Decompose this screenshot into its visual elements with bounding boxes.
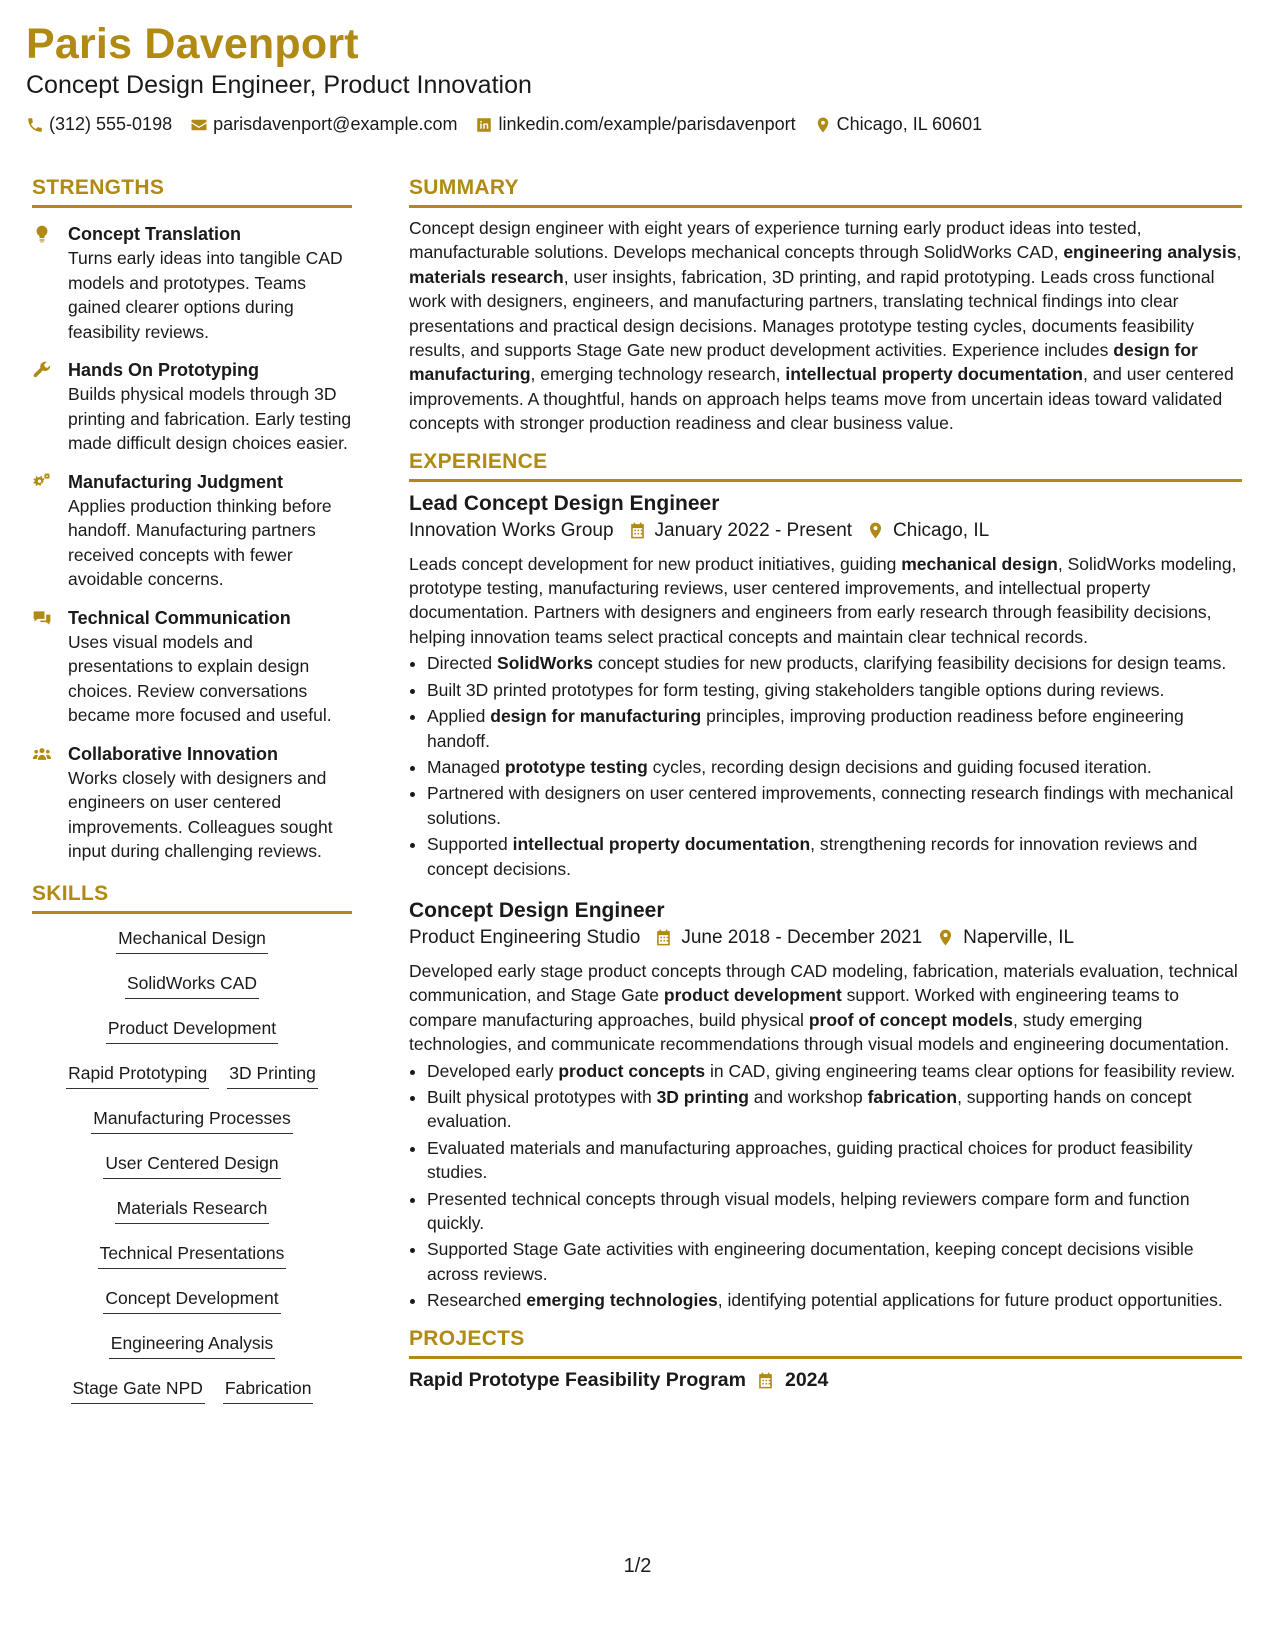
bold-text: 3D printing [656,1086,749,1107]
text-run: , study emerging technologies, and communicate recommendations through visual models and engineering documentation. [409,1009,1230,1055]
strength-item [32,470,352,592]
job-title: Concept Design Engineer [409,898,665,922]
text-run: , strengthening records for innovation reviews and concept decisions. [427,834,1198,879]
bold-text: intellectual property documentation [512,834,811,855]
text-run: Supported [427,834,513,855]
section-title-skills: SKILLS [32,882,352,914]
page-number: 1/2 [623,1555,652,1577]
skill-tag: 3D Printing [227,1061,318,1089]
skill-tag: Materials Research [115,1196,270,1224]
strength-body [68,358,352,456]
section-title-projects: PROJECTS [409,1327,1242,1359]
text-run: and workshop [748,1086,868,1107]
job-entry [409,490,1242,881]
skill-tag: User Centered Design [103,1151,280,1179]
left-column [32,176,352,1421]
text-run: Evaluated materials and manufacturing approaches, guiding practical choices for product feasibility studies. [427,1137,1193,1183]
text-run: Built physical prototypes with [427,1086,657,1107]
bold-text: proof of concept models [808,1009,1013,1030]
bullet-item [427,678,1242,702]
strength-body [68,606,352,728]
strength-item [32,742,352,864]
skill-tag: Mechanical Design [116,926,268,954]
job-description [409,959,1242,1057]
bullet-item [427,1085,1242,1134]
company-name: Product Engineering Studio [409,926,641,948]
job-dates [654,927,922,949]
users-icon [32,742,58,864]
strength-desc: Builds physical models through 3D printing and fabrication. Early testing made difficult design choices easier. [68,384,352,453]
bold-text: intellectual property documentation [785,364,1083,385]
strength-title: Concept Translation [68,224,242,244]
text-run: , identifying potential applications for future product opportunities. [717,1290,1223,1311]
bold-text: engineering analysis [1063,242,1237,263]
bold-text: prototype testing [504,756,648,777]
text-run: , and user centered improvements. A thoughtful, hands on approach helps teams move from uncertain ideas toward validated concepts with stronger production readiness and clear business value. [409,364,1234,434]
linkedin-link[interactable]: linkedin.com/example/parisdavenport [498,114,796,135]
bullet-item [427,1288,1242,1312]
strength-item [32,358,352,456]
skill-row [32,971,352,1016]
skill-tag: Product Development [106,1016,278,1044]
text-run: , [1236,242,1242,263]
bullet-item [427,1136,1242,1185]
bold-text: SolidWorks [497,653,593,674]
resume-header [26,20,1249,135]
text-run: Developed early [427,1060,559,1081]
date-range: January 2022 - Present [654,519,853,541]
comments-icon [32,606,58,728]
text-run: Directed [427,653,498,674]
strength-body [68,470,352,592]
bullet-item [427,1059,1242,1083]
job-location [936,927,1074,949]
contact-email[interactable] [190,114,457,135]
summary-text [409,216,1242,436]
job-company [409,520,614,542]
bold-text: mechanical design [901,553,1058,574]
map-pin-icon [814,116,832,134]
map-pin-icon [866,521,885,540]
job-meta [409,520,1242,542]
strength-desc: Applies production thinking before handoff. Manufacturing partners received concepts with fewer avoidable concerns. [68,495,332,589]
text-run: Applied [427,706,491,727]
text-run: Built 3D printed prototypes for form testing, giving stakeholders tangible options during reviews. [427,679,1165,700]
calendar-icon [628,521,647,540]
skill-row [32,1106,352,1151]
contact-linkedin[interactable] [475,114,795,135]
text-run: Managed [427,756,505,777]
bullet-item [427,781,1242,830]
job-title: Lead Concept Design Engineer [409,491,720,515]
job-entry [409,897,1242,1313]
bullet-item [427,704,1242,753]
text-run: Partnered with designers on user centered improvements, connecting research findings with mechanical solutions. [427,783,1234,828]
strengths-list [32,222,352,864]
text-run: Leads concept development for new product initiatives, guiding [409,553,902,574]
bullet-item [427,832,1242,881]
job-meta [409,927,1242,949]
company-name: Innovation Works Group [409,519,614,541]
skill-tag: Fabrication [223,1376,314,1404]
strength-item [32,606,352,728]
bold-text: emerging technologies [526,1290,718,1311]
location-text: Chicago, IL 60601 [836,114,983,135]
strength-title: Technical Communication [68,607,291,628]
bullet-item [427,755,1242,779]
calendar-icon [756,1371,775,1390]
email-link[interactable]: parisdavenport@example.com [213,114,458,135]
strength-item [32,222,352,344]
bold-text: product development [663,985,842,1006]
text-run: concept studies for new products, clarifying feasibility decisions for design teams. [592,653,1227,674]
text-run: support. Worked with engineering teams to compare manufacturing approaches, build physical [409,985,1180,1030]
skill-row [32,1331,352,1376]
bullet-item [427,651,1242,675]
phone-text: (312) 555-0198 [49,114,173,135]
project-entry [409,1369,1242,1392]
text-run: , user insights, fabrication, 3D printing, and rapid prototyping. Leads cross functional work with designers, engineers, and manufacturing partners, translating technical findings into clear presentations and practical design decisions. Manages prototype testing cycles, documents feasibility results, and supports Stage Gate new product development activities. Experience includes [409,266,1215,361]
text-run: Presented technical concepts through visual models, helping reviewers compare form and function quickly. [427,1188,1190,1233]
wrench-icon [32,358,58,456]
envelope-icon [190,116,208,134]
skill-tag: Rapid Prototyping [66,1061,209,1089]
bullet-item [427,1187,1242,1236]
right-column [409,176,1242,1392]
job-bullets [409,1059,1242,1313]
text-run: Developed early stage product concepts through CAD modeling, fabrication, materials evaluation, technical communication, and Stage Gate [409,960,1238,1006]
phone-icon [26,116,44,134]
strength-title: Collaborative Innovation [68,743,279,764]
bullet-item [427,1237,1242,1286]
bold-text: fabrication [867,1086,958,1107]
strength-desc: Uses visual models and presentations to explain design choices. Review conversations became more focused and useful. [68,631,332,725]
map-pin-icon [936,928,955,947]
text-run: Supported Stage Gate activities with engineering documentation, keeping concept decisions visible across reviews. [427,1239,1194,1284]
project-title: Rapid Prototype Feasibility Program [409,1368,746,1391]
text-run: principles, improving production readiness before engineering handoff. [427,706,1184,751]
section-title-strengths: STRENGTHS [32,176,352,208]
skill-row [32,1061,352,1106]
strength-desc: Works closely with designers and engineers on user centered improvements. Colleagues sought input during challenging reviews. [68,767,333,861]
contact-bar [26,114,1249,135]
experience-list [409,490,1242,1313]
strength-desc: Turns early ideas into tangible CAD models and prototypes. Teams gained clearer options during feasibility reviews. [68,248,343,342]
text-run: Researched [427,1290,527,1311]
skill-tag: Manufacturing Processes [91,1106,292,1134]
strength-title: Hands On Prototyping [68,360,259,380]
skill-row [32,1016,352,1061]
location-text: Chicago, IL [893,519,990,541]
skill-tag: SolidWorks CAD [125,971,259,999]
skill-tag: Engineering Analysis [109,1331,275,1359]
skill-tag: Stage Gate NPD [71,1376,205,1404]
lightbulb-icon [32,222,58,344]
bold-text: materials research [409,266,564,287]
bold-text: design for manufacturing [409,340,1198,385]
strength-title: Manufacturing Judgment [68,471,283,492]
section-title-summary: SUMMARY [409,176,1242,208]
skill-row [32,1286,352,1331]
linkedin-icon [475,116,493,134]
text-run: Concept design engineer with eight years of experience turning early product ideas into tested, manufacturable solutions. Develops mechanical concepts through SolidWorks CAD, [409,218,1142,263]
skill-tag: Concept Development [103,1286,280,1314]
job-location [866,520,989,542]
project-year: 2024 [784,1368,829,1391]
skills-list [32,926,352,1421]
section-title-experience: EXPERIENCE [409,450,1242,482]
text-run: , supporting hands on concept evaluation. [427,1086,1192,1132]
gears-icon [32,470,58,592]
date-range: June 2018 - December 2021 [681,926,923,948]
job-description [409,552,1242,650]
calendar-icon [654,928,673,947]
job-company [409,927,640,949]
skill-row [32,1376,352,1421]
bold-text: product concepts [558,1060,706,1081]
location-text: Naperville, IL [963,926,1075,948]
bold-text: design for manufacturing [490,706,702,727]
job-bullets [409,651,1242,881]
candidate-title: Concept Design Engineer, Product Innovation [26,71,532,100]
contact-location [814,114,982,135]
text-run: in CAD, giving engineering teams clear options for feasibility review. [705,1060,1236,1081]
text-run: , SolidWorks modeling, prototype testing, manufacturing reviews, user centered improvements, and intellectual property documentation. Partners with designers and engineers from early research through feasibility decisions, helping innovation teams select practical concepts and maintain clear technical records. [409,553,1237,647]
candidate-name: Paris Davenport [26,20,359,68]
strength-body [68,742,352,864]
skill-row [32,1196,352,1241]
skill-row [32,1151,352,1196]
text-run: , emerging technology research, [530,364,786,385]
strength-body [68,222,352,344]
text-run: cycles, recording design decisions and guiding focused iteration. [647,756,1152,777]
skill-tag: Technical Presentations [98,1241,287,1269]
job-dates [628,520,853,542]
skill-row [32,1241,352,1286]
skill-row [32,926,352,971]
contact-phone [26,114,172,135]
